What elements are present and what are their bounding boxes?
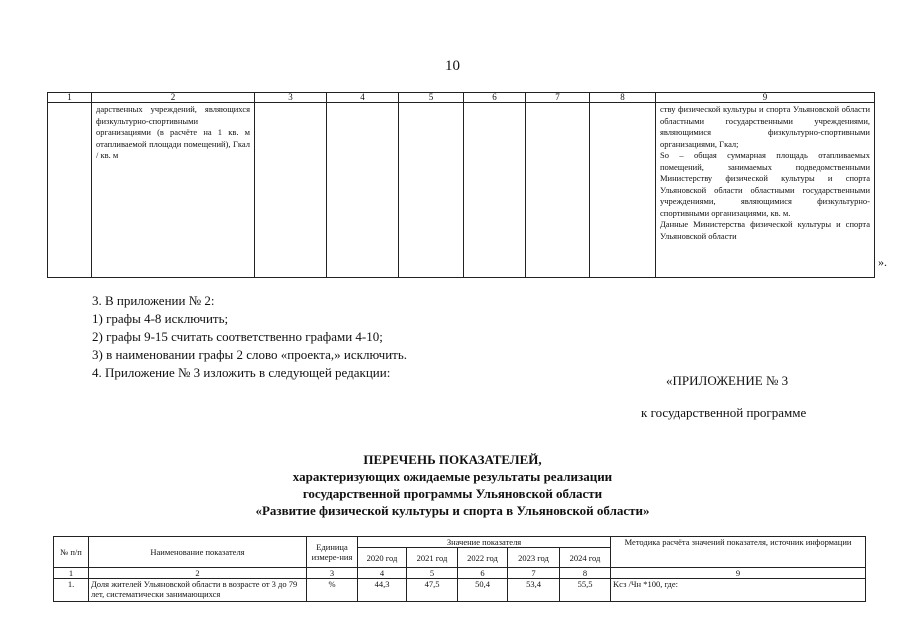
amendment-item: 1) графы 4-8 исключить; — [92, 311, 229, 326]
column-number: 9 — [611, 568, 866, 579]
col-header: 2 — [92, 93, 255, 103]
cell-empty — [327, 103, 399, 278]
col-header: 9 — [656, 93, 875, 103]
table-row — [48, 103, 875, 278]
value-cell: 55,5 — [560, 579, 611, 602]
col-header: 5 — [399, 93, 464, 103]
column-number: 7 — [508, 568, 560, 579]
year-header: 2024 год — [560, 548, 611, 568]
col-header-value: Значение показателя — [358, 537, 611, 548]
title-line: характеризующих ожидаемые результаты реализации — [292, 469, 613, 484]
year-header: 2020 год — [358, 548, 407, 568]
col-header: 7 — [526, 93, 590, 103]
continued-table — [47, 92, 875, 278]
col-header: 6 — [464, 93, 526, 103]
column-number: 1 — [54, 568, 89, 579]
title-line: государственной программы Ульяновской области — [302, 486, 603, 501]
col-header: 1 — [48, 93, 92, 103]
col-header-unit: Единица измере-ния — [307, 537, 358, 568]
amendments-list — [92, 292, 407, 382]
appendix-label: «ПРИЛОЖЕНИЕ № 3 — [666, 373, 789, 388]
closing-quote-mark: ». — [878, 255, 887, 269]
column-number: 3 — [307, 568, 358, 579]
title-line: ПЕРЕЧЕНЬ ПОКАЗАТЕЛЕЙ, — [363, 452, 542, 467]
methodology-text: ству физической культуры и спорта Ульяновской области областными государственными учреждениями, являющимися физкультурно-спортивными организациями, Гкал; — [660, 104, 870, 149]
col-header-method: Методика расчёта значений показателя, источник информации — [611, 537, 866, 568]
column-number: 8 — [560, 568, 611, 579]
col-header-name: Наименование показателя — [89, 537, 307, 568]
value-cell: 53,4 — [508, 579, 560, 602]
indicators-table — [53, 536, 866, 602]
table-row — [54, 579, 866, 602]
indicator-name-text: Доля жителей Ульяновской области в возрасте от 3 до 79 лет, систематически занимающихся — [91, 579, 298, 599]
methodology-text: Данные Министерства физической культуры и спорта Ульяновской области — [660, 219, 870, 241]
page-number: 10 — [445, 58, 460, 74]
table-header-row — [48, 93, 875, 103]
value-cell: 50,4 — [458, 579, 508, 602]
methodology-text: So – общая суммарная площадь отапливаемых помещений, занимаемых подведомственными Министерству физической культуры и спорта Ульяновской области областными государственными учреждениями, являющимися физкультурно-спортивными организациями, кв. м. — [660, 150, 870, 218]
appendix-subtitle: к государственной программе — [641, 405, 807, 420]
col-header: 4 — [327, 93, 399, 103]
amendment-item: 3. В приложении № 2: — [92, 293, 215, 308]
col-header: 8 — [590, 93, 656, 103]
title-line: «Развитие физической культуры и спорта в Ульяновской области» — [255, 503, 650, 518]
amendment-item: 3) в наименовании графы 2 слово «проекта,» исключить. — [92, 347, 408, 362]
table-header-row — [54, 537, 866, 548]
indicator-name-cell: дарственных учреждений, являющихся физкультурно-спортивными организациями (в расчёте на 1 кв. м отапливаемой площади помещений), Гкал / кв. м — [92, 103, 255, 278]
column-number: 2 — [89, 568, 307, 579]
cell-empty — [590, 103, 656, 278]
column-number: 5 — [407, 568, 458, 579]
cell-empty — [464, 103, 526, 278]
col-header-number: № п/п — [54, 537, 89, 568]
value-cell: 44,3 — [358, 579, 407, 602]
document-title — [0, 451, 905, 519]
column-number-row — [54, 568, 866, 579]
indicator-name — [89, 579, 307, 602]
row-number: 1. — [54, 579, 89, 602]
cell-empty — [255, 103, 327, 278]
col-header: 3 — [255, 93, 327, 103]
year-header: 2023 год — [508, 548, 560, 568]
cell-empty — [48, 103, 92, 278]
value-cell: 47,5 — [407, 579, 458, 602]
cell-empty — [526, 103, 590, 278]
column-number: 4 — [358, 568, 407, 579]
year-header: 2022 год — [458, 548, 508, 568]
cell-empty — [399, 103, 464, 278]
unit-cell: % — [307, 579, 358, 602]
column-number: 6 — [458, 568, 508, 579]
amendment-item: 2) графы 9-15 считать соответственно графами 4-10; — [92, 329, 383, 344]
year-header: 2021 год — [407, 548, 458, 568]
amendment-item: 4. Приложение № 3 изложить в следующей редакции: — [92, 365, 391, 380]
methodology-cell — [656, 103, 875, 278]
method-cell: Kсз /Чн *100, где: — [611, 579, 866, 602]
